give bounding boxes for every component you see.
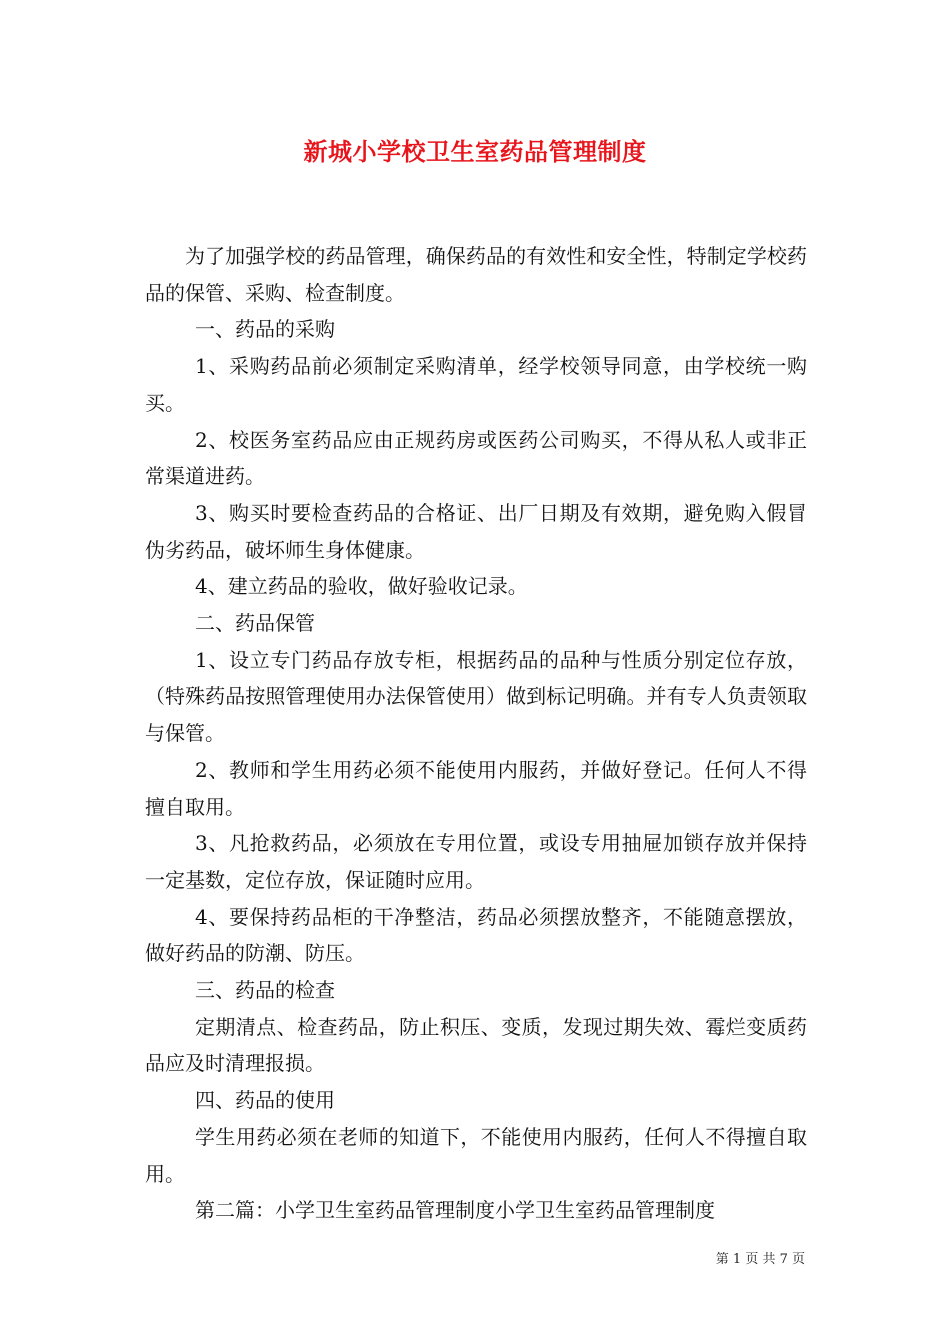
paragraph-storage-1: 1、设立专门药品存放专柜，根据药品的品种与性质分别定位存放，（特殊药品按照管理使用办法保管使用）做到标记明确。并有专人负责领取与保管。 [145, 647, 807, 746]
paragraph-inspection: 定期清点、检查药品，防止积压、变质，发现过期失效、霉烂变质药品应及时清理报损。 [145, 1014, 807, 1076]
section-heading-usage: 四、药品的使用 [195, 1088, 335, 1113]
paragraph-purchase-3: 3、购买时要检查药品的合格证、出厂日期及有效期，避免购入假冒伪劣药品，破坏师生身体健康。 [145, 500, 807, 562]
paragraph-storage-3: 3、凡抢救药品，必须放在专用位置，或设专用抽屉加锁存放并保持一定基数，定位存放，保证随时应用。 [145, 831, 807, 892]
paragraph-usage: 学生用药必须在老师的知道下，不能使用内服药，任何人不得擅自取用。 [145, 1124, 807, 1186]
paragraph-intro: 为了加强学校的药品管理，确保药品的有效性和安全性，特制定学校药品的保管、采购、检查制度。 [145, 244, 807, 305]
paragraph-purchase-1: 1、采购药品前必须制定采购清单，经学校领导同意，由学校统一购买。 [145, 354, 807, 415]
section-heading-purchase: 一、药品的采购 [195, 317, 335, 342]
section-heading-inspection: 三、药品的检查 [195, 978, 335, 1003]
page-number-footer: 第 1 页 共 7 页 [715, 1252, 805, 1267]
paragraph-purchase-4: 4、建立药品的验收，做好验收记录。 [195, 574, 528, 599]
document-body [145, 238, 807, 1229]
paragraph-storage-4: 4、要保持药品柜的干净整洁，药品必须摆放整齐，不能随意摆放，做好药品的防潮、防压。 [145, 904, 807, 966]
paragraph-storage-2: 2、教师和学生用药必须不能使用内服药，并做好登记。任何人不得擅自取用。 [145, 757, 807, 819]
document-title: 新城小学校卫生室药品管理制度 [303, 137, 647, 166]
section-heading-storage: 二、药品保管 [195, 611, 315, 636]
paragraph-second-part: 第二篇：小学卫生室药品管理制度小学卫生室药品管理制度 [195, 1198, 715, 1223]
paragraph-purchase-2: 2、校医务室药品应由正规药房或医药公司购买，不得从私人或非正常渠道进药。 [145, 427, 807, 489]
